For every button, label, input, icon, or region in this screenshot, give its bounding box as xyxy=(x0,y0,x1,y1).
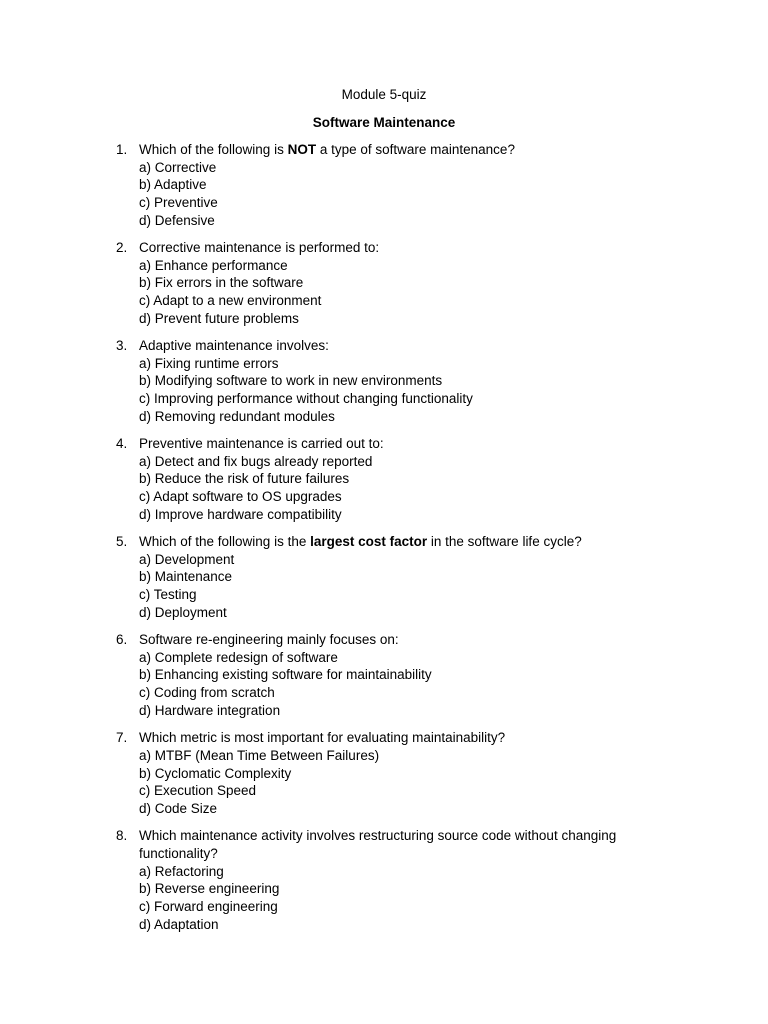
answer-option: a) Detect and fix bugs already reported xyxy=(139,453,373,469)
answer-option: a) Refactoring xyxy=(139,863,224,879)
answer-option: b) Reverse engineering xyxy=(139,881,280,897)
answer-option: c) Forward engineering xyxy=(139,898,278,914)
question-text-segment: a type of software maintenance? xyxy=(316,142,515,157)
question-emphasis: NOT xyxy=(287,142,317,157)
question-text xyxy=(139,239,636,257)
answer-option: c) Adapt to a new environment xyxy=(139,293,322,309)
question-item xyxy=(116,141,636,230)
question-text-segment: Which of the following is xyxy=(139,142,288,157)
answer-options xyxy=(139,551,636,622)
question-text xyxy=(139,631,636,649)
answer-option: b) Cyclomatic Complexity xyxy=(139,765,292,781)
answer-option: d) Removing redundant modules xyxy=(139,408,335,424)
question-item xyxy=(116,435,636,524)
question-item xyxy=(116,533,636,622)
question-number: 7. xyxy=(116,730,128,746)
question-number: 8. xyxy=(116,828,128,844)
answer-option: b) Modifying software to work in new environments xyxy=(139,373,443,389)
answer-option: b) Fix errors in the software xyxy=(139,275,304,291)
question-text-segment: Preventive maintenance is carried out to: xyxy=(139,436,384,452)
question-emphasis: largest cost factor xyxy=(310,534,428,550)
answer-option: b) Reduce the risk of future failures xyxy=(139,471,350,487)
question-text-segment: Adaptive maintenance involves: xyxy=(139,338,329,354)
answer-option: b) Maintenance xyxy=(139,569,233,585)
answer-option: a) MTBF (Mean Time Between Failures) xyxy=(139,747,380,763)
question-number: 6. xyxy=(116,632,128,648)
answer-options xyxy=(139,747,636,818)
question-text-segment: Which of the following is the xyxy=(139,534,311,550)
answer-options xyxy=(139,159,636,230)
answer-option: c) Execution Speed xyxy=(139,783,257,799)
answer-options xyxy=(139,257,636,328)
question-item xyxy=(116,827,636,933)
answer-option: c) Testing xyxy=(139,587,197,603)
question-number: 5. xyxy=(116,534,128,550)
answer-option: b) Enhancing existing software for maintainability xyxy=(139,667,432,683)
answer-option: d) Defensive xyxy=(139,212,215,228)
answer-option: a) Corrective xyxy=(139,159,217,175)
answer-option: a) Fixing runtime errors xyxy=(139,355,279,371)
question-list xyxy=(116,141,636,943)
question-text-segment: Corrective maintenance is performed to: xyxy=(139,240,380,256)
answer-option: c) Preventive xyxy=(139,195,218,211)
answer-option: d) Improve hardware compatibility xyxy=(139,506,342,522)
question-text-segment: Which metric is most important for evaluating maintainability? xyxy=(139,730,506,746)
question-number: 2. xyxy=(116,240,128,256)
question-text xyxy=(139,337,636,355)
answer-option: c) Adapt software to OS upgrades xyxy=(139,489,342,505)
question-text-segment: in the software life cycle? xyxy=(427,534,582,550)
question-item xyxy=(116,729,636,818)
question-number: 1. xyxy=(116,142,128,157)
question-number: 3. xyxy=(116,338,128,354)
answer-option: c) Coding from scratch xyxy=(139,685,275,701)
question-text xyxy=(139,435,636,453)
question-item xyxy=(116,239,636,328)
answer-option: d) Adaptation xyxy=(139,916,219,932)
answer-options xyxy=(139,453,636,524)
question-item xyxy=(116,337,636,426)
answer-options xyxy=(139,355,636,426)
answer-option: d) Hardware integration xyxy=(139,702,281,718)
question-text xyxy=(139,533,636,551)
answer-option: d) Prevent future problems xyxy=(139,310,299,326)
answer-option: a) Development xyxy=(139,551,235,567)
document-subtitle: Software Maintenance xyxy=(312,115,456,130)
answer-options xyxy=(139,649,636,720)
question-item xyxy=(116,631,636,720)
answer-option: d) Code Size xyxy=(139,800,218,816)
question-number: 4. xyxy=(116,436,128,452)
question-text-segment: Which maintenance activity involves restructuring source code without changing functionality? xyxy=(139,828,617,861)
question-text xyxy=(139,729,636,747)
answer-options xyxy=(139,863,636,934)
question-text xyxy=(139,141,636,159)
answer-option: b) Adaptive xyxy=(139,177,207,193)
question-text xyxy=(139,827,636,862)
document-title: Module 5-quiz xyxy=(341,87,427,102)
answer-option: c) Improving performance without changing functionality xyxy=(139,391,473,407)
answer-option: d) Deployment xyxy=(139,604,227,620)
question-text-segment: Software re-engineering mainly focuses on: xyxy=(139,632,399,648)
answer-option: a) Enhance performance xyxy=(139,257,288,273)
answer-option: a) Complete redesign of software xyxy=(139,649,338,665)
